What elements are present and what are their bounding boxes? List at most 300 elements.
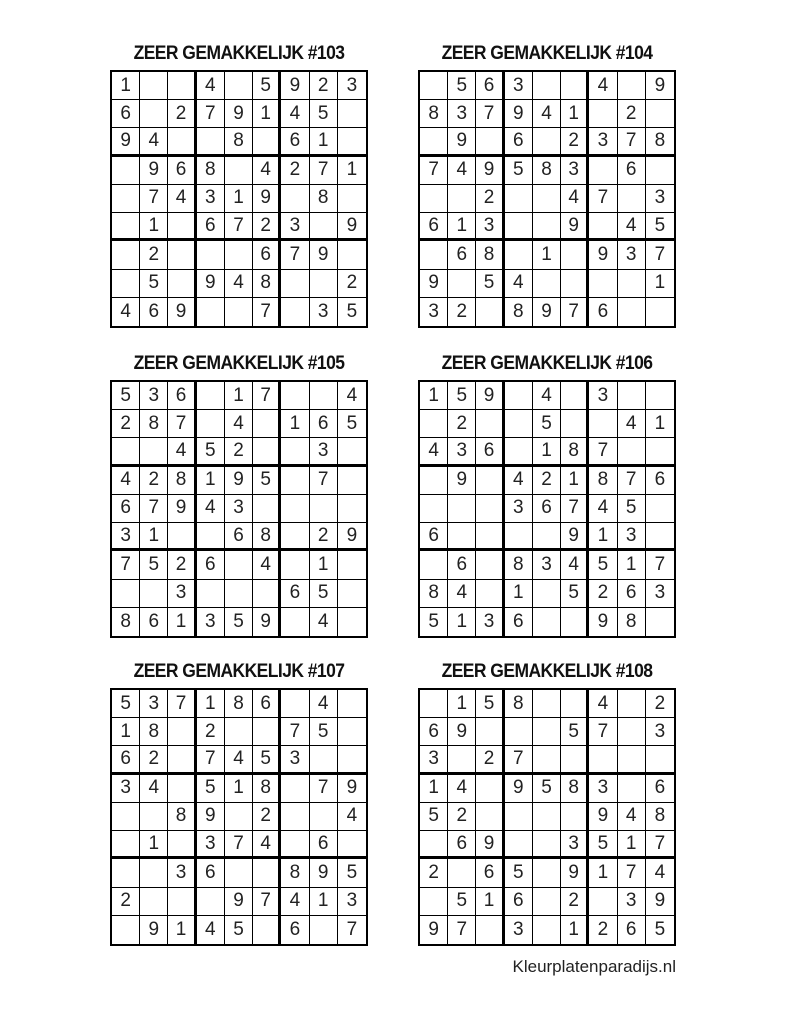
sudoku-cell[interactable]: 5	[589, 831, 617, 859]
sudoku-cell[interactable]: 2	[448, 803, 476, 831]
sudoku-cell[interactable]	[253, 128, 281, 156]
sudoku-cell[interactable]: 2	[140, 241, 168, 269]
sudoku-cell[interactable]	[533, 746, 561, 774]
sudoku-cell[interactable]	[225, 718, 253, 746]
sudoku-cell[interactable]: 1	[112, 72, 140, 100]
sudoku-cell[interactable]: 3	[646, 185, 674, 213]
sudoku-cell[interactable]: 6	[281, 128, 309, 156]
sudoku-cell[interactable]	[646, 157, 674, 185]
sudoku-cell[interactable]	[225, 551, 253, 579]
sudoku-cell[interactable]: 6	[589, 298, 617, 326]
sudoku-cell[interactable]	[646, 495, 674, 523]
sudoku-cell[interactable]: 5	[112, 382, 140, 410]
sudoku-cell[interactable]: 2	[140, 467, 168, 495]
sudoku-cell[interactable]: 1	[476, 888, 504, 916]
sudoku-cell[interactable]	[476, 551, 504, 579]
sudoku-cell[interactable]	[281, 551, 309, 579]
sudoku-cell[interactable]: 9	[561, 859, 589, 887]
sudoku-cell[interactable]: 7	[561, 298, 589, 326]
sudoku-cell[interactable]: 8	[112, 608, 140, 636]
sudoku-cell[interactable]	[281, 382, 309, 410]
sudoku-cell[interactable]	[338, 128, 366, 156]
sudoku-cell[interactable]: 7	[281, 241, 309, 269]
sudoku-cell[interactable]: 3	[112, 523, 140, 551]
sudoku-cell[interactable]: 9	[338, 523, 366, 551]
sudoku-cell[interactable]: 1	[533, 241, 561, 269]
sudoku-cell[interactable]: 8	[561, 438, 589, 466]
sudoku-cell[interactable]: 4	[281, 100, 309, 128]
sudoku-cell[interactable]: 9	[448, 128, 476, 156]
sudoku-cell[interactable]: 4	[533, 382, 561, 410]
sudoku-cell[interactable]	[281, 298, 309, 326]
sudoku-cell[interactable]: 4	[253, 831, 281, 859]
sudoku-cell[interactable]: 6	[140, 298, 168, 326]
sudoku-cell[interactable]: 4	[281, 888, 309, 916]
sudoku-cell[interactable]	[420, 128, 448, 156]
sudoku-cell[interactable]: 6	[618, 916, 646, 944]
sudoku-cell[interactable]	[140, 859, 168, 887]
sudoku-cell[interactable]: 9	[197, 803, 225, 831]
sudoku-cell[interactable]: 3	[310, 438, 338, 466]
sudoku-cell[interactable]	[197, 298, 225, 326]
sudoku-cell[interactable]: 1	[646, 270, 674, 298]
sudoku-cell[interactable]: 4	[420, 438, 448, 466]
sudoku-cell[interactable]	[112, 241, 140, 269]
sudoku-cell[interactable]	[140, 72, 168, 100]
sudoku-cell[interactable]	[281, 690, 309, 718]
sudoku-cell[interactable]: 1	[310, 888, 338, 916]
sudoku-cell[interactable]	[420, 72, 448, 100]
sudoku-cell[interactable]: 3	[225, 495, 253, 523]
sudoku-cell[interactable]: 9	[646, 888, 674, 916]
sudoku-cell[interactable]	[197, 241, 225, 269]
sudoku-cell[interactable]	[533, 608, 561, 636]
sudoku-cell[interactable]	[505, 410, 533, 438]
sudoku-cell[interactable]: 3	[197, 831, 225, 859]
sudoku-cell[interactable]	[505, 718, 533, 746]
sudoku-cell[interactable]: 4	[253, 157, 281, 185]
sudoku-cell[interactable]	[338, 185, 366, 213]
sudoku-cell[interactable]: 3	[448, 100, 476, 128]
sudoku-cell[interactable]: 7	[646, 551, 674, 579]
sudoku-cell[interactable]: 4	[646, 859, 674, 887]
sudoku-cell[interactable]	[505, 241, 533, 269]
sudoku-cell[interactable]: 3	[618, 888, 646, 916]
sudoku-cell[interactable]	[561, 270, 589, 298]
sudoku-cell[interactable]: 7	[140, 495, 168, 523]
sudoku-cell[interactable]	[225, 72, 253, 100]
sudoku-cell[interactable]: 4	[253, 551, 281, 579]
sudoku-cell[interactable]: 7	[197, 746, 225, 774]
sudoku-cell[interactable]	[505, 382, 533, 410]
sudoku-cell[interactable]: 6	[505, 128, 533, 156]
sudoku-cell[interactable]: 5	[646, 213, 674, 241]
sudoku-cell[interactable]: 5	[448, 72, 476, 100]
sudoku-cell[interactable]: 3	[505, 495, 533, 523]
sudoku-cell[interactable]: 8	[420, 100, 448, 128]
sudoku-cell[interactable]: 7	[281, 718, 309, 746]
sudoku-cell[interactable]: 4	[505, 467, 533, 495]
sudoku-cell[interactable]: 1	[618, 551, 646, 579]
sudoku-cell[interactable]	[448, 495, 476, 523]
sudoku-cell[interactable]	[225, 241, 253, 269]
sudoku-cell[interactable]	[112, 803, 140, 831]
sudoku-cell[interactable]: 1	[561, 100, 589, 128]
sudoku-cell[interactable]	[420, 495, 448, 523]
sudoku-cell[interactable]	[533, 859, 561, 887]
sudoku-cell[interactable]: 4	[225, 270, 253, 298]
sudoku-cell[interactable]	[281, 775, 309, 803]
sudoku-cell[interactable]	[338, 438, 366, 466]
sudoku-cell[interactable]	[310, 270, 338, 298]
sudoku-cell[interactable]	[281, 270, 309, 298]
sudoku-cell[interactable]	[618, 775, 646, 803]
sudoku-cell[interactable]: 5	[420, 803, 448, 831]
sudoku-cell[interactable]: 1	[225, 185, 253, 213]
sudoku-cell[interactable]: 8	[505, 551, 533, 579]
sudoku-cell[interactable]: 5	[197, 775, 225, 803]
sudoku-cell[interactable]	[253, 718, 281, 746]
sudoku-cell[interactable]	[140, 100, 168, 128]
sudoku-cell[interactable]: 6	[646, 467, 674, 495]
sudoku-cell[interactable]: 5	[310, 718, 338, 746]
sudoku-cell[interactable]	[253, 580, 281, 608]
sudoku-cell[interactable]: 9	[505, 775, 533, 803]
sudoku-cell[interactable]	[197, 382, 225, 410]
sudoku-cell[interactable]	[533, 888, 561, 916]
sudoku-cell[interactable]	[338, 580, 366, 608]
sudoku-cell[interactable]: 5	[225, 916, 253, 944]
sudoku-cell[interactable]: 7	[140, 185, 168, 213]
sudoku-cell[interactable]	[338, 467, 366, 495]
sudoku-cell[interactable]: 2	[197, 718, 225, 746]
sudoku-cell[interactable]	[476, 523, 504, 551]
sudoku-cell[interactable]	[253, 859, 281, 887]
sudoku-cell[interactable]: 5	[420, 608, 448, 636]
sudoku-cell[interactable]: 1	[618, 831, 646, 859]
sudoku-cell[interactable]: 7	[618, 128, 646, 156]
sudoku-cell[interactable]: 4	[589, 690, 617, 718]
sudoku-cell[interactable]	[420, 888, 448, 916]
sudoku-cell[interactable]	[310, 746, 338, 774]
sudoku-cell[interactable]: 8	[561, 775, 589, 803]
sudoku-cell[interactable]: 6	[168, 157, 196, 185]
sudoku-cell[interactable]: 3	[338, 72, 366, 100]
sudoku-cell[interactable]	[505, 523, 533, 551]
sudoku-cell[interactable]: 1	[338, 157, 366, 185]
sudoku-cell[interactable]	[338, 241, 366, 269]
sudoku-cell[interactable]: 3	[618, 523, 646, 551]
sudoku-cell[interactable]: 8	[533, 157, 561, 185]
sudoku-cell[interactable]: 8	[225, 690, 253, 718]
sudoku-cell[interactable]: 5	[197, 438, 225, 466]
sudoku-cell[interactable]: 6	[197, 551, 225, 579]
sudoku-cell[interactable]	[646, 608, 674, 636]
sudoku-cell[interactable]: 8	[505, 690, 533, 718]
sudoku-cell[interactable]	[646, 298, 674, 326]
sudoku-cell[interactable]: 3	[476, 608, 504, 636]
sudoku-cell[interactable]: 8	[505, 298, 533, 326]
sudoku-cell[interactable]	[168, 270, 196, 298]
sudoku-cell[interactable]: 6	[448, 241, 476, 269]
sudoku-cell[interactable]: 5	[561, 718, 589, 746]
sudoku-cell[interactable]	[140, 438, 168, 466]
sudoku-cell[interactable]: 3	[168, 580, 196, 608]
sudoku-cell[interactable]: 7	[168, 410, 196, 438]
sudoku-cell[interactable]: 5	[253, 467, 281, 495]
sudoku-cell[interactable]: 5	[654, 918, 666, 940]
sudoku-cell[interactable]: 1	[253, 100, 281, 128]
sudoku-cell[interactable]: 2	[253, 213, 281, 241]
sudoku-cell[interactable]: 9	[448, 467, 476, 495]
sudoku-cell[interactable]	[561, 382, 589, 410]
sudoku-cell[interactable]	[476, 410, 504, 438]
sudoku-cell[interactable]: 1	[140, 523, 168, 551]
sudoku-cell[interactable]: 4	[589, 495, 617, 523]
sudoku-cell[interactable]: 3	[646, 718, 674, 746]
sudoku-cell[interactable]: 5	[338, 859, 366, 887]
sudoku-cell[interactable]: 2	[561, 128, 589, 156]
sudoku-cell[interactable]: 1	[561, 916, 589, 944]
sudoku-cell[interactable]	[476, 580, 504, 608]
sudoku-cell[interactable]	[646, 523, 674, 551]
sudoku-cell[interactable]	[168, 746, 196, 774]
sudoku-cell[interactable]	[589, 410, 617, 438]
sudoku-cell[interactable]	[476, 128, 504, 156]
sudoku-cell[interactable]	[533, 185, 561, 213]
sudoku-cell[interactable]: 7	[253, 298, 281, 326]
sudoku-cell[interactable]: 4	[561, 185, 589, 213]
sudoku-cell[interactable]	[420, 467, 448, 495]
sudoku-cell[interactable]: 9	[168, 298, 196, 326]
sudoku-cell[interactable]: 4	[140, 128, 168, 156]
sudoku-cell[interactable]: 5	[561, 580, 589, 608]
sudoku-cell[interactable]	[476, 298, 504, 326]
sudoku-cell[interactable]: 2	[281, 157, 309, 185]
sudoku-cell[interactable]: 4	[533, 100, 561, 128]
sudoku-cell[interactable]	[197, 888, 225, 916]
sudoku-cell[interactable]	[112, 831, 140, 859]
sudoku-cell[interactable]: 6	[646, 775, 674, 803]
sudoku-cell[interactable]: 9	[168, 495, 196, 523]
sudoku-cell[interactable]	[168, 523, 196, 551]
sudoku-cell[interactable]	[112, 438, 140, 466]
sudoku-cell[interactable]: 1	[140, 831, 168, 859]
sudoku-cell[interactable]: 1	[448, 690, 476, 718]
sudoku-cell[interactable]	[561, 241, 589, 269]
sudoku-cell[interactable]	[338, 495, 366, 523]
sudoku-cell[interactable]: 6	[112, 495, 140, 523]
sudoku-cell[interactable]	[281, 467, 309, 495]
sudoku-cell[interactable]: 9	[225, 467, 253, 495]
sudoku-cell[interactable]: 6	[197, 859, 225, 887]
sudoku-cell[interactable]: 7	[618, 467, 646, 495]
sudoku-cell[interactable]	[533, 128, 561, 156]
sudoku-cell[interactable]	[533, 72, 561, 100]
sudoku-cell[interactable]: 1	[225, 775, 253, 803]
sudoku-cell[interactable]: 8	[168, 467, 196, 495]
sudoku-cell[interactable]: 7	[476, 100, 504, 128]
sudoku-cell[interactable]	[168, 888, 196, 916]
sudoku-cell[interactable]: 8	[168, 803, 196, 831]
sudoku-cell[interactable]: 7	[253, 888, 281, 916]
sudoku-cell[interactable]: 7	[618, 859, 646, 887]
sudoku-cell[interactable]: 9	[310, 241, 338, 269]
sudoku-cell[interactable]: 6	[281, 916, 309, 944]
sudoku-cell[interactable]	[420, 185, 448, 213]
sudoku-cell[interactable]: 5	[253, 72, 281, 100]
sudoku-cell[interactable]	[533, 523, 561, 551]
sudoku-cell[interactable]: 9	[420, 916, 448, 944]
sudoku-cell[interactable]: 9	[561, 523, 589, 551]
sudoku-cell[interactable]	[197, 128, 225, 156]
sudoku-cell[interactable]: 1	[420, 382, 448, 410]
sudoku-cell[interactable]: 6	[140, 608, 168, 636]
sudoku-cell[interactable]: 3	[561, 157, 589, 185]
sudoku-cell[interactable]: 4	[618, 410, 646, 438]
sudoku-cell[interactable]: 3	[168, 859, 196, 887]
sudoku-cell[interactable]: 2	[253, 803, 281, 831]
sudoku-cell[interactable]	[505, 185, 533, 213]
sudoku-cell[interactable]: 6	[310, 831, 338, 859]
sudoku-cell[interactable]: 1	[533, 438, 561, 466]
sudoku-cell[interactable]: 8	[281, 859, 309, 887]
sudoku-cell[interactable]	[197, 580, 225, 608]
sudoku-cell[interactable]	[140, 803, 168, 831]
sudoku-cell[interactable]: 4	[338, 382, 366, 410]
sudoku-cell[interactable]: 6	[448, 831, 476, 859]
sudoku-cell[interactable]	[338, 100, 366, 128]
sudoku-cell[interactable]: 7	[112, 551, 140, 579]
sudoku-cell[interactable]: 9	[225, 888, 253, 916]
sudoku-cell[interactable]: 1	[112, 718, 140, 746]
sudoku-cell[interactable]: 4	[505, 270, 533, 298]
sudoku-cell[interactable]	[281, 185, 309, 213]
sudoku-cell[interactable]: 1	[168, 916, 196, 944]
sudoku-cell[interactable]: 7	[168, 690, 196, 718]
sudoku-cell[interactable]	[646, 100, 674, 128]
sudoku-cell[interactable]	[646, 382, 674, 410]
sudoku-cell[interactable]: 6	[505, 608, 533, 636]
sudoku-cell[interactable]: 2	[448, 298, 476, 326]
sudoku-cell[interactable]: 1	[197, 467, 225, 495]
sudoku-cell[interactable]: 2	[140, 746, 168, 774]
sudoku-cell[interactable]: 3	[310, 298, 338, 326]
sudoku-cell[interactable]: 1	[505, 580, 533, 608]
sudoku-cell[interactable]: 2	[476, 746, 504, 774]
sudoku-cell[interactable]	[281, 608, 309, 636]
sudoku-cell[interactable]	[533, 580, 561, 608]
sudoku-cell[interactable]: 6	[618, 157, 646, 185]
sudoku-cell[interactable]: 1	[420, 775, 448, 803]
sudoku-cell[interactable]: 5	[448, 382, 476, 410]
sudoku-cell[interactable]: 8	[646, 803, 674, 831]
sudoku-cell[interactable]: 9	[533, 298, 561, 326]
sudoku-cell[interactable]: 3	[420, 298, 448, 326]
sudoku-cell[interactable]: 9	[646, 72, 674, 100]
sudoku-cell[interactable]	[253, 438, 281, 466]
sudoku-cell[interactable]	[281, 831, 309, 859]
sudoku-cell[interactable]: 5	[338, 410, 366, 438]
sudoku-cell[interactable]: 4	[448, 775, 476, 803]
sudoku-cell[interactable]	[646, 438, 674, 466]
sudoku-cell[interactable]	[310, 382, 338, 410]
sudoku-cell[interactable]	[561, 608, 589, 636]
sudoku-cell[interactable]	[112, 157, 140, 185]
sudoku-cell[interactable]: 4	[448, 157, 476, 185]
sudoku-cell[interactable]: 2	[168, 100, 196, 128]
sudoku-cell[interactable]: 9	[505, 100, 533, 128]
sudoku-cell[interactable]: 1	[310, 551, 338, 579]
sudoku-cell[interactable]	[338, 690, 366, 718]
sudoku-cell[interactable]: 2	[561, 888, 589, 916]
sudoku-cell[interactable]: 5	[112, 690, 140, 718]
sudoku-cell[interactable]	[168, 775, 196, 803]
sudoku-cell[interactable]: 1	[281, 410, 309, 438]
sudoku-cell[interactable]: 7	[505, 746, 533, 774]
sudoku-cell[interactable]: 1	[310, 128, 338, 156]
sudoku-cell[interactable]	[420, 241, 448, 269]
sudoku-cell[interactable]: 5	[140, 270, 168, 298]
sudoku-cell[interactable]	[225, 580, 253, 608]
sudoku-cell[interactable]: 9	[589, 241, 617, 269]
sudoku-cell[interactable]	[140, 580, 168, 608]
sudoku-cell[interactable]: 7	[646, 241, 674, 269]
sudoku-cell[interactable]	[338, 718, 366, 746]
sudoku-cell[interactable]: 9	[253, 608, 281, 636]
sudoku-cell[interactable]: 4	[618, 213, 646, 241]
sudoku-cell[interactable]: 5	[618, 495, 646, 523]
sudoku-cell[interactable]: 3	[197, 185, 225, 213]
sudoku-cell[interactable]: 3	[589, 382, 617, 410]
sudoku-cell[interactable]	[197, 523, 225, 551]
sudoku-cell[interactable]: 9	[197, 270, 225, 298]
sudoku-cell[interactable]	[589, 213, 617, 241]
sudoku-cell[interactable]	[618, 718, 646, 746]
sudoku-cell[interactable]	[589, 157, 617, 185]
sudoku-cell[interactable]	[420, 551, 448, 579]
sudoku-cell[interactable]: 6	[448, 551, 476, 579]
sudoku-cell[interactable]: 6	[533, 495, 561, 523]
sudoku-cell[interactable]: 2	[420, 859, 448, 887]
sudoku-cell[interactable]	[448, 185, 476, 213]
sudoku-cell[interactable]: 6	[112, 100, 140, 128]
sudoku-cell[interactable]: 2	[448, 410, 476, 438]
sudoku-cell[interactable]: 5	[310, 100, 338, 128]
sudoku-cell[interactable]: 3	[281, 213, 309, 241]
sudoku-cell[interactable]: 5	[253, 746, 281, 774]
sudoku-cell[interactable]: 2	[646, 690, 674, 718]
sudoku-cell[interactable]: 7	[589, 718, 617, 746]
sudoku-cell[interactable]: 3	[505, 916, 533, 944]
sudoku-cell[interactable]	[420, 410, 448, 438]
sudoku-cell[interactable]	[618, 382, 646, 410]
sudoku-cell[interactable]: 6	[420, 213, 448, 241]
sudoku-cell[interactable]: 7	[310, 157, 338, 185]
sudoku-cell[interactable]	[140, 888, 168, 916]
sudoku-cell[interactable]: 2	[310, 72, 338, 100]
sudoku-cell[interactable]: 3	[338, 888, 366, 916]
sudoku-cell[interactable]: 3	[561, 831, 589, 859]
sudoku-cell[interactable]	[112, 185, 140, 213]
sudoku-cell[interactable]: 8	[140, 410, 168, 438]
sudoku-cell[interactable]: 9	[112, 128, 140, 156]
sudoku-cell[interactable]: 9	[281, 72, 309, 100]
sudoku-cell[interactable]: 1	[140, 213, 168, 241]
sudoku-cell[interactable]: 9	[476, 831, 504, 859]
sudoku-cell[interactable]: 5	[505, 859, 533, 887]
sudoku-cell[interactable]	[476, 916, 504, 944]
